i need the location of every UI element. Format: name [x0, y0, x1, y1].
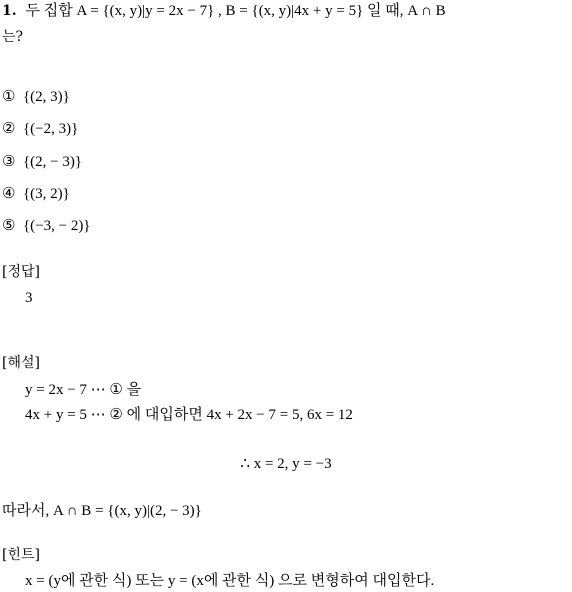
choice-marker: ⑤: [2, 218, 16, 234]
hint-text: x = (y에 관한 식) 또는 y = (x에 관한 식) 으로 변형하여 대입한다.: [25, 573, 435, 589]
answer-label: [정답]: [2, 264, 40, 280]
hint-label: [힌트]: [2, 547, 40, 563]
choice-text: {(−3, − 2)}: [22, 218, 91, 234]
choice-marker: ①: [2, 89, 16, 105]
choice-5: [2, 217, 91, 235]
explanation-line3: ∴ x = 2, y = −3: [240, 456, 332, 472]
choice-1: [2, 88, 70, 106]
explanation-conclusion: 따라서, A ∩ B = {(x, y)|(2, − 3)}: [2, 503, 202, 519]
choice-marker: ④: [2, 186, 16, 202]
choice-text: {(2, 3)}: [22, 89, 70, 105]
choice-4: [2, 185, 70, 203]
answer-value: 3: [25, 290, 33, 306]
question-number: 1.: [2, 3, 17, 19]
explanation-label: [해설]: [2, 355, 40, 371]
explanation-line1: y = 2x − 7 ⋯ ① 을: [25, 382, 142, 398]
explanation-line2: 4x + y = 5 ⋯ ② 에 대입하면 4x + 2x − 7 = 5, 6x = 12: [25, 407, 353, 423]
question-stem: 두 집합 A = {(x, y)|y = 2x − 7} , B = {(x, y)|4x + y = 5} 일 때, A ∩ B: [25, 3, 446, 19]
choice-text: {(2, − 3)}: [22, 154, 83, 170]
choice-text: {(3, 2)}: [22, 186, 70, 202]
choice-marker: ②: [2, 121, 16, 137]
question-stem-line1: [2, 2, 446, 20]
choice-2: [2, 120, 78, 138]
question-stem-line2: 는?: [2, 29, 24, 45]
choice-marker: ③: [2, 154, 16, 170]
choice-3: [2, 153, 82, 171]
choice-text: {(−2, 3)}: [22, 121, 79, 137]
